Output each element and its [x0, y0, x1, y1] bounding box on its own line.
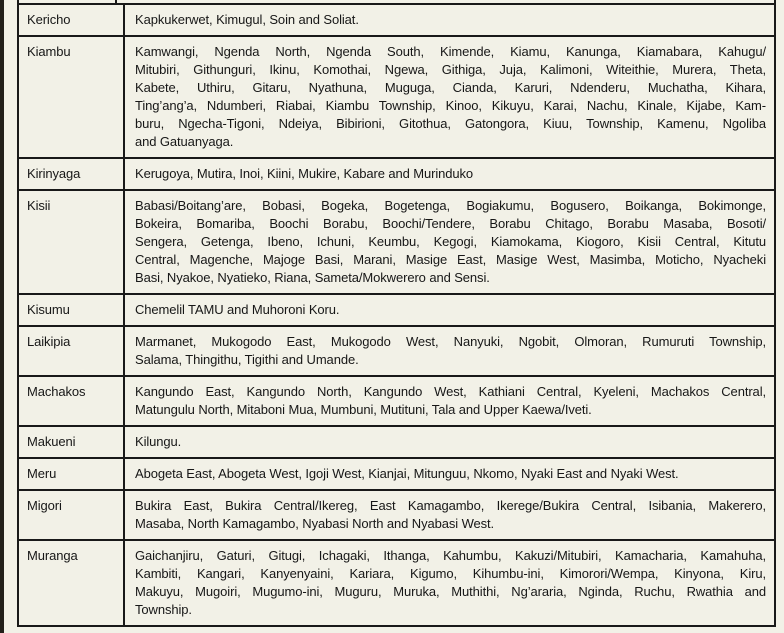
locations-cell [125, 377, 774, 425]
locations-cell [125, 327, 774, 375]
locations-line: Bokeira, Bomariba, Boochi Borabu, Boochi/Tendere, Borabu Chitago, Borabu Masaba, Bosoti/ [135, 216, 766, 231]
table-row [19, 489, 774, 539]
locations-line: Kamwangi, Ngenda North, Ngenda South, Kimende, Kiamu, Kanunga, Kiamabara, Kahugu/ [135, 44, 766, 59]
locations-line: Masaba, North Kamagambo, Nyabasi North and Nyabasi West. [135, 516, 495, 531]
locations-line: Matungulu North, Mitaboni Mua, Mumbuni, Mutituni, Tala and Upper Kaewa/Iveti. [135, 402, 592, 417]
locations-cell [125, 159, 774, 189]
county-name: Kericho [19, 5, 125, 35]
locations-line: Salama, Thingithu, Tigithi and Umande. [135, 352, 359, 367]
locations-line: Kapkukerwet, Kimugul, Soin and Soliat. [135, 12, 359, 27]
locations-line: Sengera, Getenga, Ibeno, Ichuni, Keumbu, Kegogi, Kiamokama, Kiogoro, Kisii Central, Kitutu [135, 234, 766, 249]
locations-line: Bukira East, Bukira Central/Ikereg, East Kamagambo, Ikerege/Bukira Central, Isibania, Makerero, [135, 498, 766, 513]
table-row [19, 3, 774, 35]
locations-cell [125, 5, 774, 35]
locations-cell [117, 0, 774, 3]
county-name: Migori [19, 491, 125, 539]
locations-line: Basi, Nyakoe, Nyatieko, Riana, Sameta/Mokwerero and Sensi. [135, 270, 490, 285]
locations-line: Central, Magenche, Majoge Basi, Marani, Masige East, Masige West, Masimba, Moticho, Nyacheki [135, 252, 766, 267]
partial-row-top [19, 0, 774, 3]
county-name: Makueni [19, 427, 125, 457]
locations-line: Chemelil TAMU and Muhoroni Koru. [135, 302, 340, 317]
counties-table [17, 0, 776, 627]
locations-line: Kilungu. [135, 434, 182, 449]
table-row [19, 157, 774, 189]
county-name: Kiambu [19, 37, 125, 157]
locations-line: Kerugoya, Mutira, Inoi, Kiini, Mukire, Kabare and Murinduko [135, 166, 474, 181]
locations-cell [125, 37, 774, 157]
county-name: Kisumu [19, 295, 125, 325]
locations-line: Makuyu, Mugoiri, Mugumo-ini, Muguru, Muruka, Muthithi, Ng’araria, Nginda, Ruchu, Rwathia and [135, 584, 766, 599]
locations-line: Mitubiri, Githunguri, Ikinu, Komothai, Ngewa, Githiga, Juja, Kalimoni, Witeithie, Murera, Theta, [135, 62, 766, 77]
locations-line: and Gatuanyaga. [135, 134, 234, 149]
locations-cell [125, 459, 774, 489]
locations-line: Abogeta East, Abogeta West, Igoji West, Kianjai, Mitunguu, Nkomo, Nyaki East and Nyaki West. [135, 466, 679, 481]
county-name: Meru [19, 459, 125, 489]
county-cell [19, 0, 117, 3]
table-row [19, 325, 774, 375]
locations-cell [125, 491, 774, 539]
table-row [19, 539, 774, 625]
county-name: Laikipia [19, 327, 125, 375]
table-row [19, 293, 774, 325]
locations-line: Gaichanjiru, Gaturi, Gitugi, Ichagaki, Ithanga, Kahumbu, Kakuzi/Mitubiri, Kamacharia, Kamahuha, [135, 548, 766, 563]
locations-line: Township. [135, 602, 192, 617]
locations-line: Babasi/Boitang’are, Bobasi, Bogeka, Bogetenga, Bogiakumu, Bogusero, Boikanga, Bokimonge, [135, 198, 766, 213]
page-edge-bar [0, 0, 4, 633]
locations-line: Marmanet, Mukogodo East, Mukogodo West, Nanyuki, Ngobit, Olmoran, Rumuruti Township, [135, 334, 766, 349]
county-name: Kirinyaga [19, 159, 125, 189]
table-row [19, 457, 774, 489]
county-name: Machakos [19, 377, 125, 425]
table-row [19, 425, 774, 457]
locations-line: Ting’ang’a, Ndumberi, Riabai, Kiambu Township, Kinoo, Kikuyu, Karai, Nachu, Kinale, Kijabe, Kam- [135, 98, 766, 113]
locations-cell [125, 191, 774, 293]
locations-line: Kambiti, Kangari, Kanyenyaini, Kariara, Kigumo, Kihumbu-ini, Kimorori/Wempa, Kinyona, Kiru, [135, 566, 766, 581]
locations-cell [125, 295, 774, 325]
locations-cell [125, 541, 774, 625]
locations-line: buru, Ngecha-Tigoni, Ndeiya, Bibirioni, Gitothua, Gatongora, Kiuu, Township, Kamenu, Ngoliba [135, 116, 766, 131]
locations-cell [125, 427, 774, 457]
county-name: Muranga [19, 541, 125, 625]
table-row [19, 35, 774, 157]
locations-line: Kabete, Uthiru, Gitaru, Nyathuna, Muguga, Cianda, Karuri, Ndenderu, Muchatha, Kihara, [135, 80, 766, 95]
table-row [19, 189, 774, 293]
county-name: Kisii [19, 191, 125, 293]
locations-line: Kangundo East, Kangundo North, Kangundo West, Kathiani Central, Kyeleni, Machakos Central, [135, 384, 766, 399]
table-row [19, 375, 774, 425]
